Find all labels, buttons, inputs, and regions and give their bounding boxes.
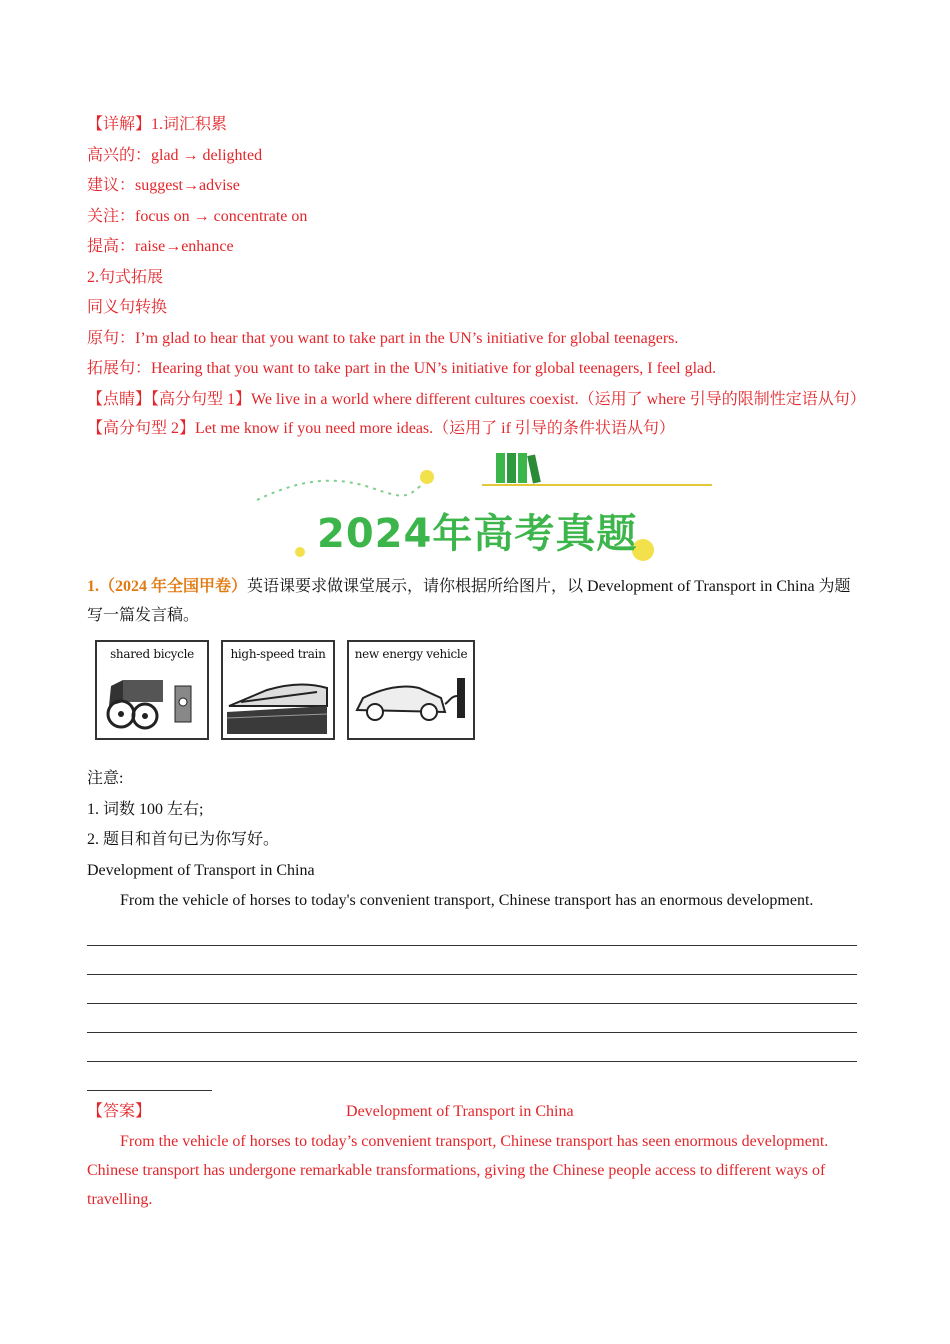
picture-new-energy-vehicle <box>347 640 475 740</box>
answer-label: 【答案】 <box>87 1102 152 1120</box>
writing-line <box>87 1062 212 1091</box>
picture-high-speed-train <box>221 640 335 740</box>
picture-caption: shared bicycle <box>110 647 194 661</box>
sentence-heading: 2.句式拓展 <box>87 268 164 286</box>
answer-title: Development of Transport in China <box>346 1102 574 1120</box>
synonym-heading: 同义句转换 <box>87 299 168 316</box>
question-number: 1.（2024 年全国甲卷） <box>87 578 248 595</box>
notes-heading: 注意: <box>87 770 124 787</box>
document-page <box>87 110 866 1214</box>
vocab-item: 高兴的：glad → delighted <box>87 146 263 164</box>
writing-line <box>87 946 857 975</box>
question-text: 英语课要求做课堂展示，请你根据所给图片，以 Development of Transport in China 为题写一篇发言稿。 <box>87 578 851 624</box>
explain-heading: 【详解】1.词汇积累 <box>87 116 228 133</box>
writing-line <box>87 1033 857 1062</box>
train-icon <box>227 666 329 734</box>
note-2: 2. 题目和首句已为你写好。 <box>87 831 280 848</box>
highlight-sentence-2: 【高分句型 2】Let me know if you need more ideas.（运用了 if 引导的条件状语从句） <box>87 419 675 437</box>
vocab-item: 关注：focus on → concentrate on <box>87 207 308 225</box>
essay-first-sentence: From the vehicle of horses to today's convenient transport, Chinese transport has an enormous development. <box>120 892 814 909</box>
car-icon <box>353 666 469 734</box>
highlight-sentence-1: 【点睛】【高分句型 1】We live in a world where different cultures coexist.（运用了 where 引导的限制性定语从句） <box>87 390 866 408</box>
picture-shared-bicycle <box>95 640 209 740</box>
question-prompt <box>87 572 863 630</box>
note-1: 1. 词数 100 左右; <box>87 800 204 818</box>
section-banner <box>87 450 863 568</box>
carriage-icon <box>101 666 203 734</box>
answer-header <box>87 1097 863 1128</box>
banner-title: 2024年高考真题 <box>317 511 638 557</box>
essay-title: Development of Transport in China <box>87 861 315 879</box>
vocab-item: 提高：raise→enhance <box>87 238 234 255</box>
picture-caption: high-speed train <box>230 647 326 661</box>
writing-line <box>87 917 857 946</box>
picture-caption: new energy vehicle <box>354 647 468 661</box>
picture-row <box>95 640 863 742</box>
answer-text: From the vehicle of horses to today’s convenient transport, Chinese transport has seen enormous development. Chinese transport has undergone remarkable transformations, giving the Chinese people access to different ways of travelling. <box>87 1133 829 1208</box>
vocab-item: 建议：suggest→advise <box>87 177 240 194</box>
original-sentence: 原句：I’m glad to hear that you want to take part in the UN’s initiative for global teenagers. <box>87 329 679 347</box>
writing-line <box>87 1004 857 1033</box>
expanded-sentence: 拓展句：Hearing that you want to take part in the UN’s initiative for global teenagers, I feel glad. <box>87 360 717 377</box>
writing-line <box>87 975 857 1004</box>
